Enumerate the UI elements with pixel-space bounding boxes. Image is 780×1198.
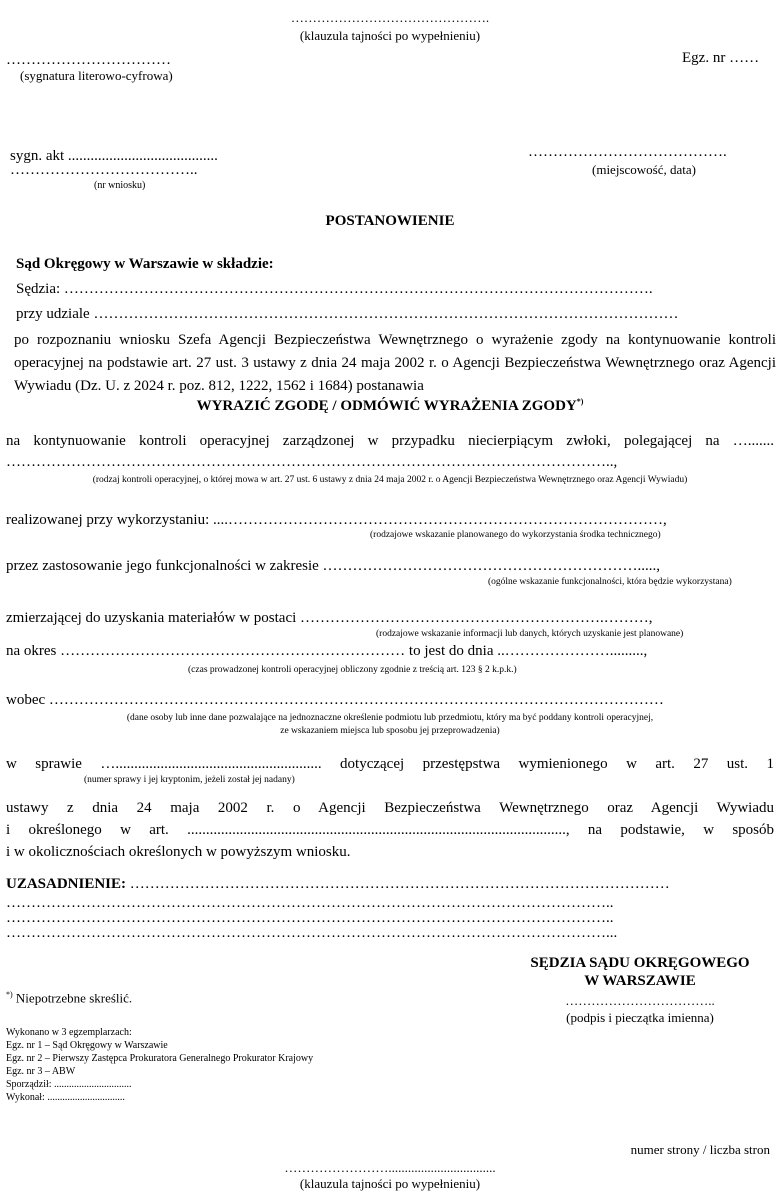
- justification-line-2: …………………………………………………………………………………………………………..: [6, 895, 614, 911]
- body-line-functionality: przez zastosowanie jego funkcjonalności w zakresie ……………………………………………………….....,: [6, 558, 661, 574]
- case-number-field: sygn. akt ........................................: [10, 148, 218, 164]
- bottom-clause-dots: …………………….................................: [284, 1160, 496, 1175]
- court-heading: Sąd Okręgowy w Warszawie w składzie:: [16, 256, 274, 272]
- body-line-act-2: i określonego w art. ....................................................................................................., na podstawie, w sposób: [6, 822, 774, 838]
- decision-footnote-mark: *): [576, 397, 584, 406]
- justification-label: UZASADNIENIE:: [6, 876, 127, 892]
- body-line-technical-means: realizowanej przy wykorzystaniu: ....……………………………………………………………………………,: [6, 512, 667, 528]
- justification-line-4: …………………………………………………………………………………………………………...: [6, 925, 618, 941]
- prepared-by: Sporządził: ...............................: [6, 1079, 132, 1090]
- body-line-materials: zmierzającej do uzyskania materiałów w postaci …………………………………………………….………,: [6, 610, 653, 626]
- place-date-label: (miejscowość, data): [592, 162, 696, 177]
- signature-dots: ……………………………..: [565, 993, 715, 1008]
- hint-period: (czas prowadzonej kontroli operacyjnej obliczony zgodnie z treścią art. 123 § 2 k.p.k.): [188, 665, 517, 675]
- top-clause-dots: ……………………………………….: [290, 10, 490, 25]
- signature-dots: ……………………………: [6, 52, 171, 68]
- signature-label: (sygnatura literowo-cyfrowa): [20, 68, 173, 83]
- signature-label: (podpis i pieczątka imienna): [566, 1010, 714, 1025]
- footnote-mark: *): [6, 990, 13, 999]
- justification-line-3: …………………………………………………………………………………………………………..: [6, 910, 614, 926]
- place-date-dots: ………………………………….: [528, 144, 727, 160]
- intro-paragraph: po rozpoznaniu wniosku Szefa Agencji Bezpieczeństwa Wewnętrznego o wyrażenie zgody na kontynuowanie kontroli operacyjnej na podstawie art. 27 ust. 3 ustawy z dnia 24 maja 2002 r. o Agencji Bezpieczeństwa Wewnętrznego oraz Agencji Wywiadu (Dz. U. z 2024 r. poz. 812, 1222, 1562 i 1684) postanawia: [14, 332, 776, 394]
- copy-2: Egz. nr 2 – Pierwszy Zastępca Prokuratora Generalnego Prokurator Krajowy: [6, 1053, 314, 1064]
- hint-materials: (rodzajowe wskazanie informacji lub danych, których uzyskanie jest planowane): [376, 629, 684, 639]
- body-line-subject: wobec ……………………………………………………………………………………………………………: [6, 692, 664, 708]
- footnote-text: Niepotrzebne skreślić.: [12, 990, 133, 1006]
- hint-functionality: (ogólne wskazanie funkcjonalności, która będzie wykorzystana): [488, 577, 732, 587]
- request-number-label: (nr wniosku): [94, 180, 146, 191]
- body-line-act-1: ustawy z dnia 24 maja 2002 r. o Agencji Bezpieczeństwa Wewnętrznego oraz Agencji Wywiadu: [6, 800, 774, 816]
- decision-text: WYRAZIĆ ZGODĘ / ODMÓWIĆ WYRAŻENIA ZGODY: [196, 398, 577, 414]
- copy-1: Egz. nr 1 – Sąd Okręgowy w Warszawie: [6, 1040, 168, 1051]
- participation-field: przy udziale ………………………………………………………………………………………………………: [16, 306, 679, 322]
- body-line-act-3: i w okolicznościach określonych w powyższym wniosku.: [6, 844, 351, 860]
- hint-subject-1: (dane osoby lub inne dane pozwalające na jednoznaczne określenie podmiotu lub przedmiotu, który ma być poddany kontroli operacyjnej,: [126, 713, 654, 723]
- request-number-dots: ………………………………..: [10, 162, 198, 178]
- body-line-period: na okres …………………………………………………………… to jest do dnia ..………………….........,: [6, 643, 648, 659]
- hint-subject-2: ze wskazaniem miejsca lub sposobu jej przeprowadzenia): [280, 726, 500, 736]
- judge-signature-title-2: W WARSZAWIE: [584, 973, 696, 989]
- hint-case: (numer sprawy i jej kryptonim, jeżeli został jej nadany): [84, 775, 295, 785]
- copy-3: Egz. nr 3 – ABW: [6, 1066, 76, 1077]
- copy-number: Egz. nr ……: [682, 50, 760, 66]
- bottom-classification-clause: (klauzula tajności po wypełnieniu): [299, 1176, 481, 1191]
- document-title: POSTANOWIENIE: [325, 213, 455, 229]
- top-classification-clause: (klauzula tajności po wypełnieniu): [299, 28, 481, 43]
- executed-by: Wykonał: ...............................: [6, 1092, 125, 1103]
- body-line-control-type-dots: …………………………………………………………………………………………………………..,: [6, 454, 618, 470]
- copies-header: Wykonano w 3 egzemplarzach:: [6, 1027, 132, 1038]
- hint-control-type: (rodzaj kontroli operacyjnej, o której mowa w art. 27 ust. 6 ustawy z dnia 24 maja 2002 r. o Agencji Bezpieczeństwa Wewnętrznego oraz Agencji Wywiadu): [92, 475, 688, 485]
- body-line-case: w sprawie …....................................................... dotyczącej przestępstwa wymienionego w art. 27 ust. 1: [6, 756, 774, 772]
- justification-dots-1: ………………………………………………………………………………………………: [126, 876, 670, 892]
- judge-signature-title-1: SĘDZIA SĄDU OKRĘGOWEGO: [530, 955, 750, 971]
- judge-field: Sędzia: ……………………………………………………………………………………………………….: [16, 281, 653, 297]
- decision-heading: [0, 397, 780, 415]
- hint-technical-means: (rodzajowe wskazanie planowanego do wykorzystania środka technicznego): [370, 530, 661, 540]
- body-line-control-type: na kontynuowanie kontroli operacyjnej zarządzonej w przypadku niecierpiącym zwłoki, polegającej na ….......: [6, 433, 774, 449]
- footnote: [6, 990, 132, 1006]
- justification-line-1: [6, 876, 774, 893]
- page-number: numer strony / liczba stron: [630, 1142, 770, 1157]
